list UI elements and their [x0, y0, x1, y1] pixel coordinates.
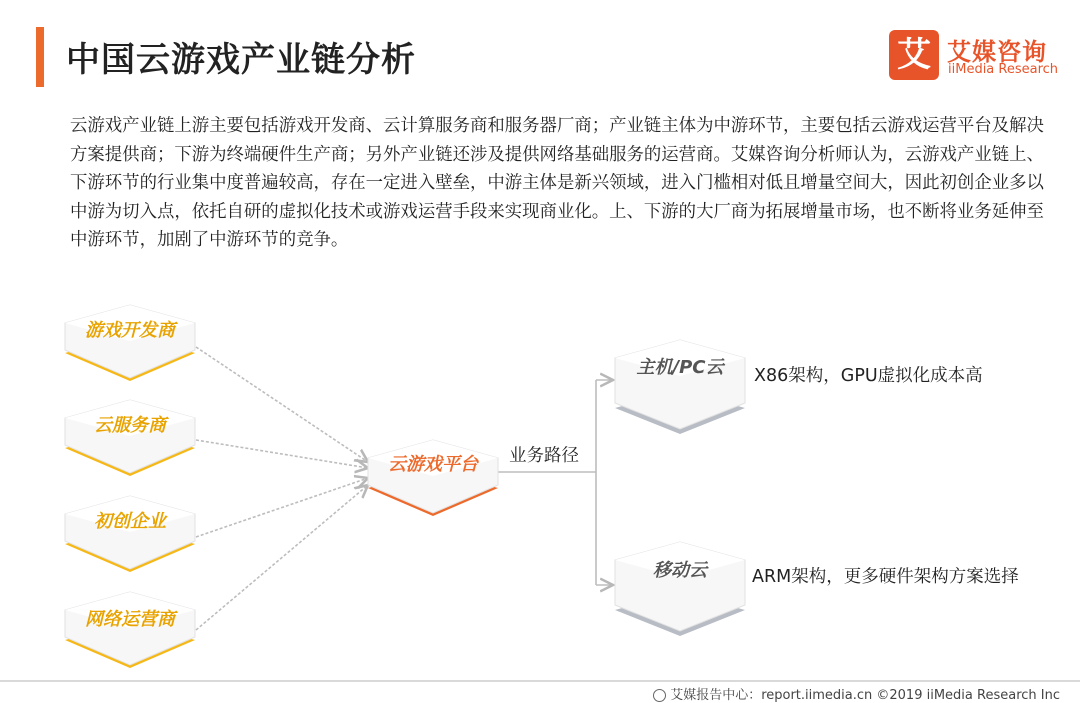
node-description: ARM架构，更多硬件架构方案选择 — [752, 567, 1019, 587]
footer-text: 艾媒报告中心：report.iimedia.cn ©2019 iiMedia Research Inc — [670, 688, 1060, 703]
intro-paragraph: 云游戏产业链上游主要包括游戏开发商、云计算服务商和服务器厂商；产业链主体为中游环节，主要包括云游戏运营平台及解决方案提供商；下游为终端硬件生产商；另外产业链还涉及提供网络基础服务的运营商。艾媒咨询分析师认为，云游戏产业链上、下游环节的行业集中度普遍较高，存在一定进入壁垒，中游主体是新兴领域，进入门槛相对低且增量空间大，因此初创企业多以中游为切入点，依托自研的虚拟化技术或游戏运营手段来实现商业化。上、下游的大厂商为拓展增量市场，也不断将业务延伸至中游环节，加剧了中游环节的竞争。 — [70, 116, 1044, 251]
globe-icon — [653, 689, 666, 702]
upstream-node-startup — [65, 496, 195, 572]
platform-node — [368, 440, 498, 516]
logo-mark: 艾 — [889, 30, 939, 80]
logo-cn-text: 艾媒咨询 — [947, 38, 1047, 66]
node-description: X86架构，GPU虚拟化成本高 — [754, 366, 983, 386]
upstream-connectors — [196, 347, 368, 630]
upstream-node-cloud-service — [65, 400, 195, 476]
node-label: 初创企业 — [94, 511, 166, 532]
node-label: 云服务商 — [94, 415, 166, 436]
logo-en-text: iiMedia Research — [948, 62, 1059, 77]
node-label: 主机/PC云 — [636, 357, 724, 378]
downstream-connectors — [497, 380, 613, 585]
upstream-node-developer — [65, 305, 195, 381]
footer-divider — [0, 680, 1080, 682]
page-title: 中国云游戏产业链分析 — [66, 40, 416, 80]
node-label: 云游戏平台 — [388, 454, 478, 475]
node-label: 移动云 — [653, 560, 707, 581]
path-label: 业务路径 — [509, 446, 579, 466]
footer — [653, 684, 1060, 703]
downstream-node-mobile — [615, 542, 745, 636]
upstream-node-network-operator — [65, 592, 195, 668]
downstream-node-console-pc — [615, 340, 745, 434]
node-label: 游戏开发商 — [85, 320, 175, 341]
node-label: 网络运营商 — [85, 609, 175, 630]
